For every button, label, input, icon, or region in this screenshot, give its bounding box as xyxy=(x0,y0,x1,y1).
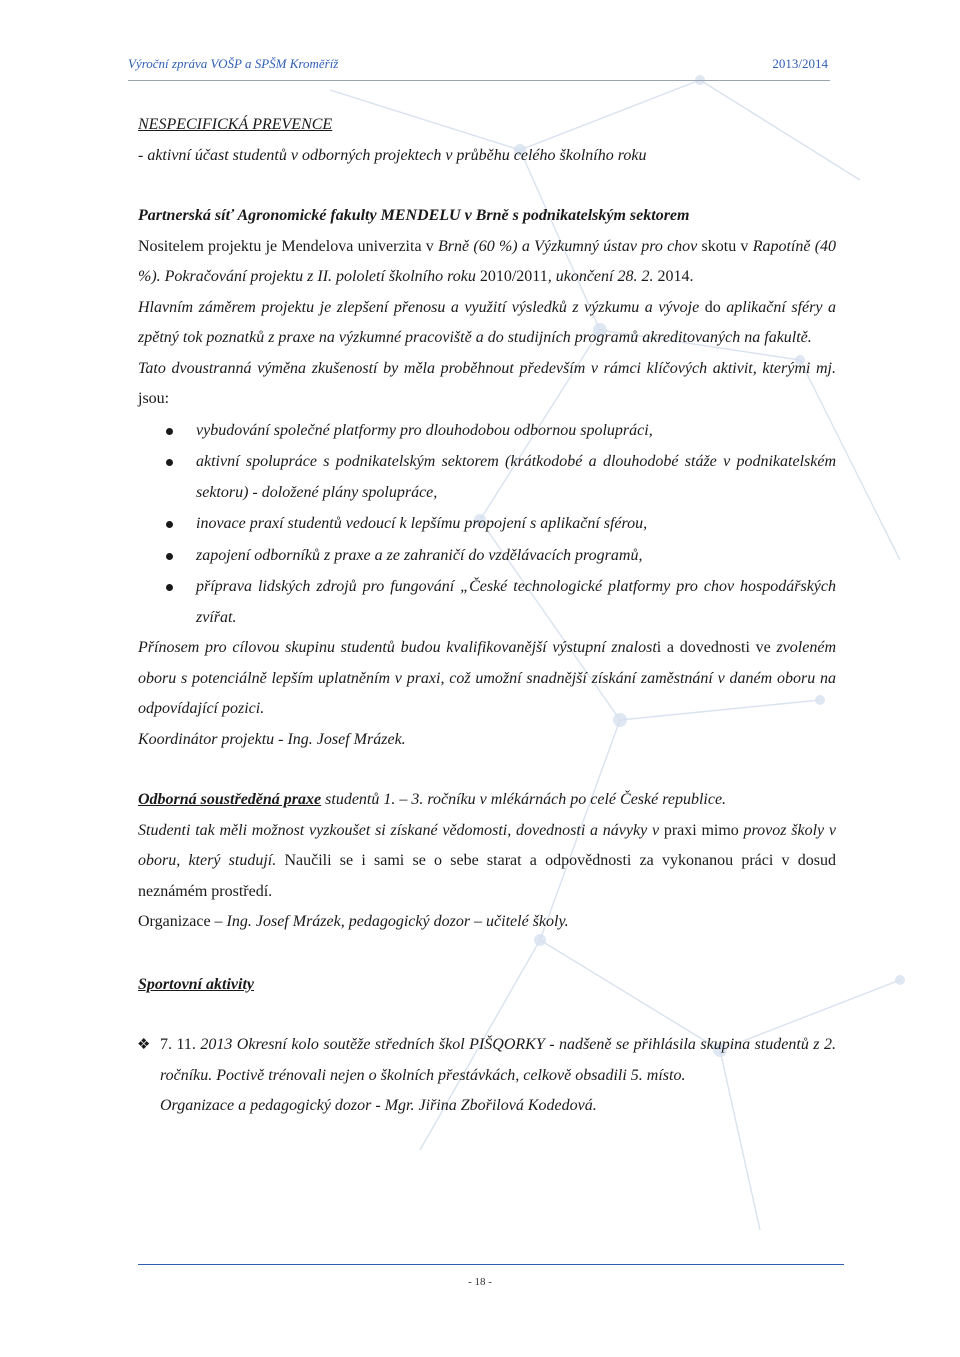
sports-item-organization: Organizace a pedagogický dozor - Mgr. Jiřina Zbořilová Kodedová. xyxy=(160,1097,597,1114)
bullet-icon xyxy=(166,521,173,528)
text-run: Rapotíně (40 %). Pokračování projektu z II. pololetí školního roku xyxy=(138,237,837,285)
list-item xyxy=(138,509,836,540)
section-title-prevention: NESPECIFICKÁ PREVENCE xyxy=(138,116,333,133)
paragraph-practice-organization xyxy=(138,907,836,938)
text-run: Organizace – xyxy=(138,913,227,930)
bullet-icon xyxy=(166,459,173,466)
spacer xyxy=(138,755,836,785)
text-run: Brně (60 %) a Výzkumný ústav pro chov xyxy=(438,237,698,255)
key-activities-list xyxy=(138,416,836,634)
spacer xyxy=(138,171,836,201)
text-run: 7. 11. xyxy=(160,1036,201,1053)
diamond-bullet-icon: ❖ xyxy=(137,1037,151,1053)
text-run: Nositelem projektu je Mendelova univerzita v xyxy=(138,237,439,255)
text-run: praxi mimo xyxy=(663,821,739,839)
text-run: studentů 1. – 3. ročníku v mlékárnách po celé České republice. xyxy=(321,791,727,808)
spacer xyxy=(138,938,836,970)
section-title-practice xyxy=(138,785,836,816)
list-item-text: inovace praxí studentů vedoucí k lepšímu propojení s aplikační sférou, xyxy=(196,515,648,532)
text-run: skotu v xyxy=(697,237,753,255)
section-title-sports: Sportovní aktivity xyxy=(138,975,254,993)
text-run: zvoleném oboru s potenciálně lepším uplatněním v praxi, což umožní snadnější získání zaměstnání v daném oboru na odpovídající pozici. xyxy=(138,639,836,717)
spacer xyxy=(138,1000,836,1030)
paragraph-project-aim xyxy=(138,293,836,354)
text-run: Hlavním záměrem projektu je zlepšení přenosu a využití výsledků z výzkumu a vývoje xyxy=(138,298,700,316)
list-item-text: aktivní spolupráce s podnikatelským sektorem (krátkodobé a dlouhodobé stáže v podnikatelském sektoru) - doložené plány spolupráce, xyxy=(196,453,836,501)
footer-rule xyxy=(138,1264,844,1265)
paragraph-practice xyxy=(138,816,836,908)
page-header xyxy=(128,56,828,72)
text-run: Ing. Josef Mrázek, pedagogický dozor – učitelé školy. xyxy=(226,913,569,930)
text-run: , ukončení 28. 2. xyxy=(547,268,654,285)
list-item-text: příprava lidských zdrojů pro fungování „České technologické platformy pro chov hospodářských zvířat. xyxy=(196,578,836,626)
sports-item-text xyxy=(160,1030,836,1091)
bullet-icon xyxy=(166,584,173,591)
bullet-icon xyxy=(166,428,173,435)
text-run: 2010/2011 xyxy=(479,268,548,285)
list-item xyxy=(138,416,836,447)
header-rule xyxy=(128,80,830,81)
text-run: 2013 Okresní kolo soutěže středních škol PIŠQORKY - nadšeně se přihlásila skupina studentů z 2. ročníku. xyxy=(160,1036,837,1084)
paragraph-coordinator: Koordinátor projektu - Ing. Josef Mrázek. xyxy=(138,730,406,748)
bullet-icon xyxy=(166,553,173,560)
text-run: provoz školy v oboru, který studují. xyxy=(138,821,836,869)
text-run: 2014. xyxy=(653,268,694,285)
section-title-partnership: Partnerská síť Agronomické fakulty MENDELU v Brně s podnikatelským sektorem xyxy=(138,207,690,224)
paragraph-project-intro xyxy=(138,232,836,293)
list-item-text: zapojení odborníků z praxe a ze zahraničí do vzdělávacích programů, xyxy=(196,546,643,564)
list-item xyxy=(138,541,836,572)
text-run: i a dovednosti ve xyxy=(656,639,777,656)
page-number: - 18 - xyxy=(468,1276,492,1288)
text-run: Odborná soustředěná praxe xyxy=(138,791,322,808)
text-run: do xyxy=(699,298,727,316)
section-subtitle-prevention: - aktivní účast studentů v odborných projektech v průběhu celého školního roku xyxy=(138,146,647,164)
text-run: Tato dvoustranná výměna zkušeností by měla proběhnout především v rámci klíčových aktivit, kterými mj. xyxy=(138,359,836,377)
sports-list-item xyxy=(138,1030,836,1122)
page-content xyxy=(138,110,836,1122)
text-run: Naučili se i sami se o sebe starat a odpovědnosti za vykonanou práci v dosud neznámém prostředí. xyxy=(138,852,837,900)
list-item xyxy=(138,572,836,633)
list-item-text: vybudování společné platformy pro dlouhodobou odbornou spolupráci, xyxy=(196,421,653,439)
header-title: Výroční zpráva VOŠP a SPŠM Kroměříž xyxy=(128,56,339,71)
header-year: 2013/2014 xyxy=(772,56,828,71)
list-item xyxy=(138,447,836,508)
text-run: Poctivě trénovali nejen o školních přestávkách, celkově obsadili 5. místo. xyxy=(212,1066,686,1084)
paragraph-exchange xyxy=(138,354,836,415)
text-run: jsou: xyxy=(138,390,170,407)
text-run: Studenti tak měli možnost vyzkoušet si získané vědomosti, dovednosti a návyky v xyxy=(138,821,664,839)
text-run: Přínosem pro cílovou skupinu studentů budou kvalifikovanější výstupní znalost xyxy=(138,639,657,656)
paragraph-benefit xyxy=(138,633,836,725)
text-run: aplikační sféry a zpětný tok poznatků z praxe na výzkumné pracoviště a do studijních programů akreditovaných na fakultě. xyxy=(138,298,837,346)
